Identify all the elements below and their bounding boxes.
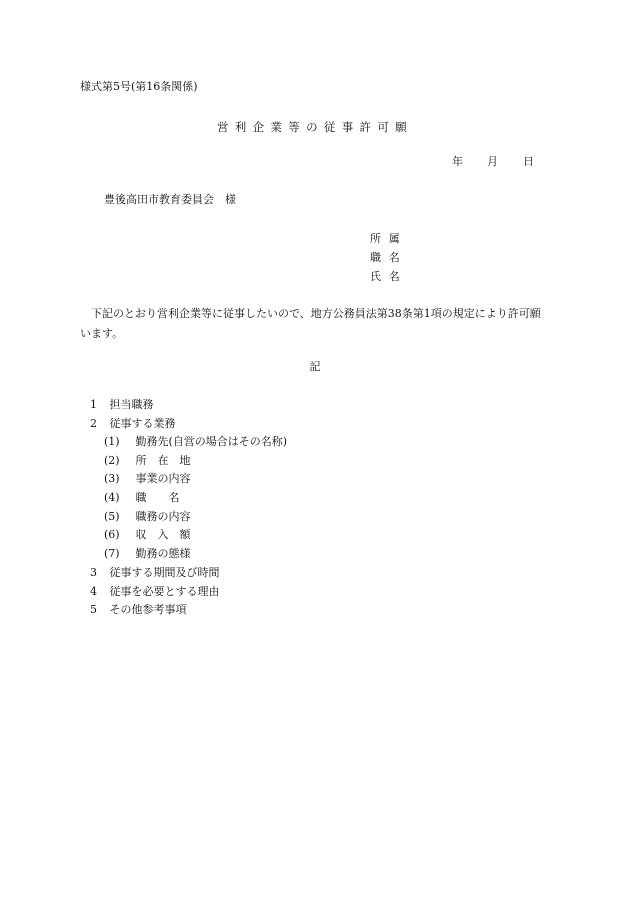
list-subitem [104, 547, 191, 561]
subitem-label: 収 入 額 [135, 528, 191, 541]
list-subitem [104, 435, 287, 449]
list-subitem [104, 491, 180, 505]
item-number: 3 [90, 566, 97, 579]
item-number: 2 [90, 417, 97, 430]
list-item [90, 603, 187, 617]
list-subitem [104, 472, 191, 486]
subitem-label: 事業の内容 [135, 472, 191, 485]
list-item [90, 566, 220, 580]
subitem-label: 勤務先(自営の場合はその名称) [135, 435, 288, 448]
item-label: 従事する業務 [109, 417, 176, 430]
addressee: 豊後高田市教育委員会 様 [104, 193, 236, 206]
request-body-text: 下記のとおり営利企業等に従事したいので、地方公務員法第38条第1項の規定により許可願います。 [80, 307, 541, 340]
list-subitem [104, 454, 191, 468]
form-number: 様式第5号(第16条関係) [80, 80, 198, 93]
subitem-number: (3) [104, 472, 120, 485]
item-number: 5 [90, 603, 97, 616]
subitem-label: 勤務の態様 [135, 547, 191, 560]
list-subitem [104, 510, 191, 524]
subitem-number: (5) [104, 510, 120, 523]
list-subitem [104, 528, 191, 542]
item-label: 担当職務 [109, 398, 154, 411]
subitem-label: 職務の内容 [135, 510, 191, 523]
subitem-label: 所 在 地 [135, 454, 191, 467]
item-label: その他参考事項 [109, 603, 187, 616]
subitem-number: (1) [104, 435, 120, 448]
date-month-label: 月 [487, 155, 498, 168]
ki-heading: 記 [309, 360, 321, 373]
date-year-label: 年 [452, 155, 463, 168]
subitem-label: 職 名 [135, 491, 180, 504]
subitem-number: (6) [104, 528, 120, 541]
item-label: 従事を必要とする理由 [109, 585, 220, 598]
document-title: 営利企業等の従事許可願 [216, 120, 414, 134]
list-item [90, 417, 176, 431]
subitem-number: (4) [104, 491, 120, 504]
subitem-number: (7) [104, 547, 120, 560]
list-item [90, 585, 220, 599]
affiliation-label: 所属 [370, 232, 408, 245]
item-label: 従事する期間及び時間 [109, 566, 220, 579]
subitem-number: (2) [104, 454, 120, 467]
list-item [90, 398, 154, 412]
name-label: 氏名 [370, 270, 408, 283]
date-day-label: 日 [523, 155, 534, 168]
position-label: 職名 [370, 251, 408, 264]
item-number: 1 [90, 398, 97, 411]
item-number: 4 [90, 585, 97, 598]
